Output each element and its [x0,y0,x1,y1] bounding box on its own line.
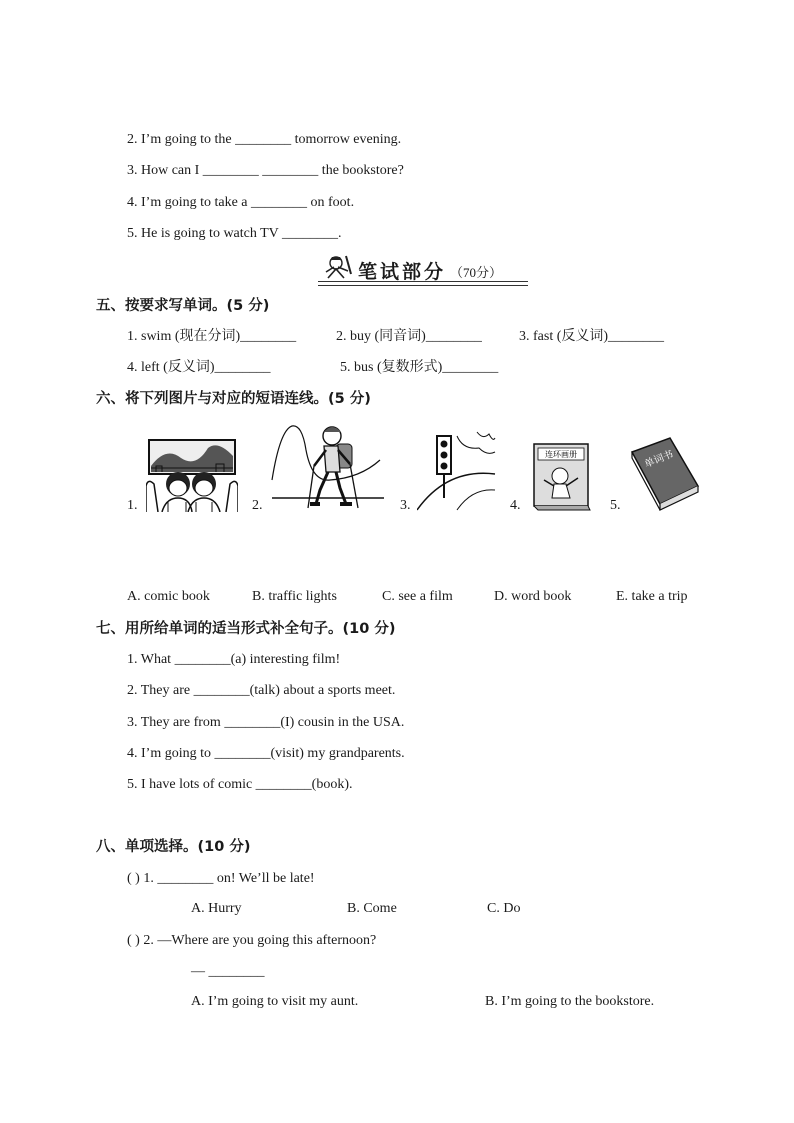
question-1-stem: ( ) 1. ________ on! We’ll be late! [127,871,315,886]
word-book-image [626,436,700,512]
section-8-heading: 八、单项选择。(10 分) [96,839,251,855]
section-7-item-5: 5. I have lots of comic ________(book). [127,777,353,792]
picture-number-3: 3. [400,498,411,513]
section-5-item-4: 4. left (反义词)________ [127,360,271,375]
banner-score: （70分） [450,265,503,280]
listening-item-2: 2. I’m going to the ________ tomorrow evening. [127,132,402,147]
listening-item-3: 3. How can I ________ ________ the bookstore? [127,163,404,178]
section-5-item-1: 1. swim (现在分词)________ [127,329,297,344]
written-section-banner [318,254,528,284]
picture-number-1: 1. [127,498,138,513]
comic-book-cover-text: 连环画册 [545,450,577,459]
pencil-mascot-icon [318,252,354,282]
section-6-heading: 六、将下列图片与对应的短语连线。(5 分) [96,391,371,407]
section-5-heading: 五、按要求写单词。(5 分) [96,298,270,314]
listening-item-5: 5. He is going to watch TV ________. [127,226,342,241]
banner-title: 笔试部分 [358,261,447,283]
section-5-item-5: 5. bus (复数形式)________ [340,360,499,375]
option-b-traffic-lights: B. traffic lights [252,589,337,604]
question-2-answer-line: — ________ [191,964,265,979]
section-7-heading: 七、用所给单词的适当形式补全句子。(10 分) [96,621,396,637]
picture-number-2: 2. [252,498,263,513]
section-7-item-4: 4. I’m going to ________(visit) my grandparents. [127,746,405,761]
question-1-option-c: C. Do [487,901,521,916]
cinema-audience-image [146,438,238,512]
section-5-item-2: 2. buy (同音词)________ [336,329,482,344]
question-1-option-a: A. Hurry [191,901,242,916]
question-2-option-b: B. I’m going to the bookstore. [485,994,655,1009]
option-a-comic-book: A. comic book [127,589,210,604]
option-d-word-book: D. word book [494,589,572,604]
question-2-stem: ( ) 2. —Where are you going this afternoon? [127,933,377,948]
banner-underline [318,281,528,286]
section-7-item-2: 2. They are ________(talk) about a sports meet. [127,683,396,698]
picture-number-5: 5. [610,498,621,513]
traffic-lights-image [417,428,497,512]
listening-item-4: 4. I’m going to take a ________ on foot. [127,195,355,210]
question-1-option-b: B. Come [347,901,397,916]
section-7-item-3: 3. They are from ________(I) cousin in the USA. [127,715,405,730]
section-7-item-1: 1. What ________(a) interesting film! [127,652,341,667]
option-e-take-a-trip: E. take a trip [616,589,688,604]
hiker-image [270,420,385,512]
picture-number-4: 4. [510,498,521,513]
option-c-see-a-film: C. see a film [382,589,453,604]
word-book-cover-text: 单词书 [643,448,676,471]
section-5-item-3: 3. fast (反义词)________ [519,329,665,344]
comic-book-image [530,440,592,512]
question-2-option-a: A. I’m going to visit my aunt. [191,994,359,1009]
